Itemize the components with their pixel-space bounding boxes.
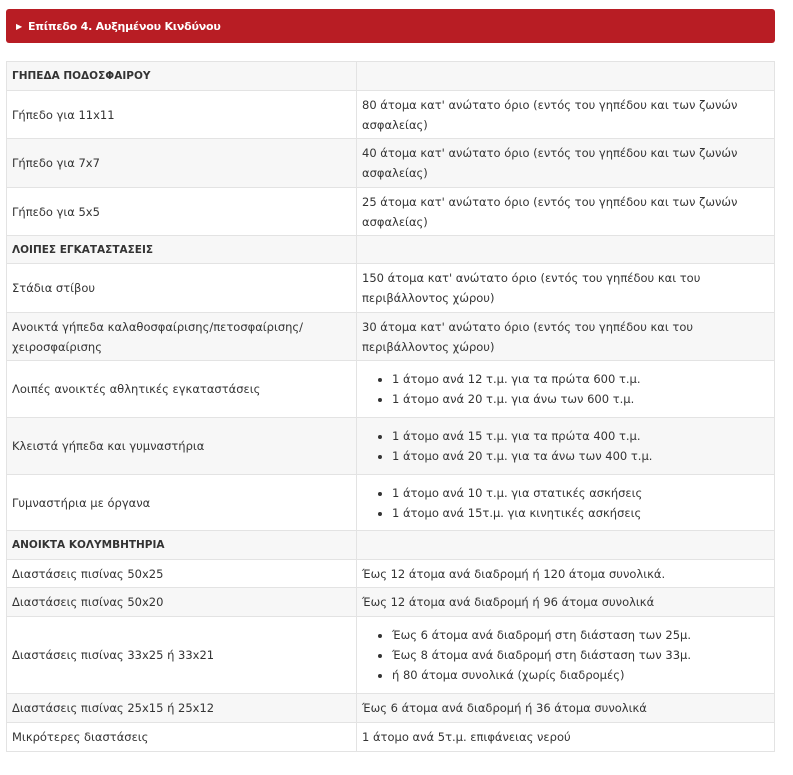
table-row bbox=[7, 723, 775, 752]
table-row bbox=[7, 188, 775, 236]
table-row bbox=[7, 617, 775, 694]
row-label: Στάδια στίβου bbox=[7, 264, 357, 313]
table-row bbox=[7, 361, 775, 418]
row-value: 1 άτομο ανά 5τ.μ. επιφάνειας νερού bbox=[357, 723, 775, 752]
section-value bbox=[357, 62, 775, 91]
list-item: • 1 άτομο ανά 10 τ.μ. για στατικές ασκήσεις bbox=[392, 483, 769, 503]
caret-right-icon: ▶ bbox=[16, 21, 22, 31]
table-row bbox=[7, 91, 775, 139]
table-row bbox=[7, 264, 775, 313]
list-item: • 1 άτομο ανά 12 τ.μ. για τα πρώτα 600 τ.μ. bbox=[392, 369, 769, 389]
row-value bbox=[357, 617, 775, 694]
table-row bbox=[7, 694, 775, 723]
list-item: • Έως 8 άτομα ανά διαδρομή στη διάσταση των 33μ. bbox=[392, 645, 769, 665]
section-row bbox=[7, 236, 775, 264]
row-label: Γήπεδο για 11x11 bbox=[7, 91, 357, 139]
section-value bbox=[357, 236, 775, 264]
table-row bbox=[7, 560, 775, 588]
row-value: 150 άτομα κατ' ανώτατο όριο (εντός του γηπέδου και του περιβάλλοντος χώρου) bbox=[357, 264, 775, 313]
row-label: Διαστάσεις πισίνας 50x20 bbox=[7, 588, 357, 617]
row-value: 40 άτομα κατ' ανώτατο όριο (εντός του γηπέδου και των ζωνών ασφαλείας) bbox=[357, 139, 775, 188]
accordion-title: Επίπεδο 4. Αυξημένου Κινδύνου bbox=[27, 19, 221, 33]
bullet-list bbox=[362, 369, 769, 409]
row-label: Διαστάσεις πισίνας 33x25 ή 33x21 bbox=[7, 617, 357, 694]
bullet-list bbox=[362, 426, 769, 466]
bullet-list bbox=[362, 625, 769, 685]
list-item: • Έως 6 άτομα ανά διαδρομή στη διάσταση των 25μ. bbox=[392, 625, 769, 645]
section-label: ΓΗΠΕΔΑ ΠΟΔΟΣΦΑΙΡΟΥ bbox=[7, 62, 357, 91]
capacity-table bbox=[6, 61, 775, 752]
list-item: • 1 άτομο ανά 15τ.μ. για κινητικές ασκήσεις bbox=[392, 503, 769, 523]
row-label: Γήπεδο για 7x7 bbox=[7, 139, 357, 188]
row-label: Διαστάσεις πισίνας 25x15 ή 25x12 bbox=[7, 694, 357, 723]
row-value: 80 άτομα κατ' ανώτατο όριο (εντός του γηπέδου και των ζωνών ασφαλείας) bbox=[357, 91, 775, 139]
row-label: Γυμναστήρια με όργανα bbox=[7, 475, 357, 531]
row-label: Λοιπές ανοικτές αθλητικές εγκαταστάσεις bbox=[7, 361, 357, 418]
row-label: Γήπεδο για 5x5 bbox=[7, 188, 357, 236]
row-label: Διαστάσεις πισίνας 50x25 bbox=[7, 560, 357, 588]
table-row bbox=[7, 139, 775, 188]
table-row bbox=[7, 418, 775, 475]
section-row bbox=[7, 531, 775, 560]
row-label: Μικρότερες διαστάσεις bbox=[7, 723, 357, 752]
section-label: ΛΟΙΠΕΣ ΕΓΚΑΤΑΣΤΑΣΕΙΣ bbox=[7, 236, 357, 264]
section-label: ΑΝΟΙΚΤΑ ΚΟΛΥΜΒΗΤΗΡΙΑ bbox=[7, 531, 357, 560]
list-item: • 1 άτομο ανά 15 τ.μ. για τα πρώτα 400 τ.μ. bbox=[392, 426, 769, 446]
row-value bbox=[357, 475, 775, 531]
table-row bbox=[7, 475, 775, 531]
row-value: Έως 12 άτομα ανά διαδρομή ή 120 άτομα συνολικά. bbox=[357, 560, 775, 588]
row-value bbox=[357, 361, 775, 418]
table-row bbox=[7, 588, 775, 617]
bullet-list bbox=[362, 483, 769, 523]
row-value: 25 άτομα κατ' ανώτατο όριο (εντός του γηπέδου και των ζωνών ασφαλείας) bbox=[357, 188, 775, 236]
section-value bbox=[357, 531, 775, 560]
row-value: Έως 12 άτομα ανά διαδρομή ή 96 άτομα συνολικά bbox=[357, 588, 775, 617]
list-item: • 1 άτομο ανά 20 τ.μ. για τα άνω των 400 τ.μ. bbox=[392, 446, 769, 466]
row-value: Έως 6 άτομα ανά διαδρομή ή 36 άτομα συνολικά bbox=[357, 694, 775, 723]
section-row bbox=[7, 62, 775, 91]
row-value: 30 άτομα κατ' ανώτατο όριο (εντός του γηπέδου και του περιβάλλοντος χώρου) bbox=[357, 313, 775, 361]
table-row bbox=[7, 313, 775, 361]
row-value bbox=[357, 418, 775, 475]
accordion-header[interactable] bbox=[6, 9, 775, 43]
list-item: • 1 άτομο ανά 20 τ.μ. για άνω των 600 τ.μ. bbox=[392, 389, 769, 409]
row-label: Ανοικτά γήπεδα καλαθοσφαίρισης/πετοσφαίρισης/ χειροσφαίρισης bbox=[7, 313, 357, 361]
row-label: Κλειστά γήπεδα και γυμναστήρια bbox=[7, 418, 357, 475]
list-item: • ή 80 άτομα συνολικά (χωρίς διαδρομές) bbox=[392, 665, 769, 685]
